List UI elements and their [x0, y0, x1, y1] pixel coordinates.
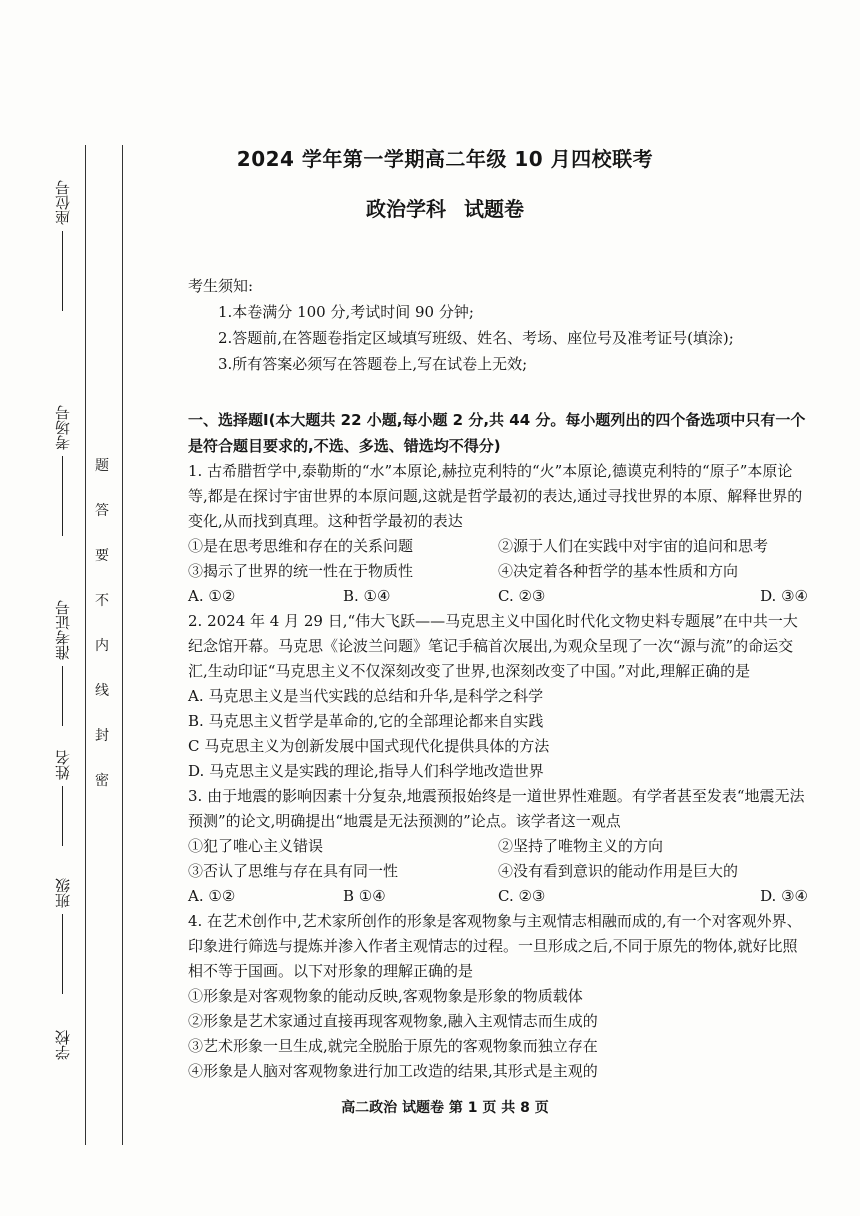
question-4 — [188, 909, 808, 1084]
choice-list — [188, 584, 808, 609]
notice-item: 3.所有答案必须写在答题卷上,写在试卷上无效; — [218, 355, 528, 373]
question-stem: 2. 2024 年 4 月 29 日,“伟大飞跃——马克思主义中国化时代化文物史料专题展”在中共一大纪念馆开幕。马克思《论波兰问题》笔记手稿首次展出,为观众呈现了一次“源与流”的命运交汇,生动印证“马克思主义不仅深刻改变了世界,也深刻改变了中国。”对此,理解正确的是 — [188, 612, 798, 680]
choice-d: D. 马克思主义是实践的理论,指导人们科学地改造世界 — [188, 762, 544, 780]
statement-item: ②坚持了唯物主义的方向 — [498, 837, 664, 855]
statement-item: ①形象是对客观物象的能动反映,客观物象是形象的物质载体 — [188, 987, 583, 1005]
page-footer: 高二政治 试题卷 第 1 页 共 8 页 — [341, 1100, 549, 1116]
choice-a: A. ①② — [188, 587, 236, 605]
choice-b: B ①④ — [343, 887, 386, 905]
choice-c: C. ②③ — [498, 887, 546, 905]
seal-char: 要 — [95, 548, 109, 564]
statement-list — [188, 834, 808, 884]
seat-number-label: 座位号 — [53, 180, 72, 225]
exam-room-label: 考场号 — [53, 405, 72, 450]
class-field — [42, 878, 82, 994]
statement-item: ②形象是艺术家通过直接再现客观物象,融入主观情志而生成的 — [188, 1012, 598, 1030]
choice-c: C. ②③ — [498, 587, 546, 605]
exam-content — [188, 274, 808, 1084]
choice-c: C 马克思主义为创新发展中国式现代化提供具体的方法 — [188, 737, 550, 755]
name-label: 姓名 — [53, 750, 72, 780]
section-heading: 一、选择题Ⅰ(本大题共 22 小题,每小题 2 分,共 44 分。每小题列出的四个备选项中只有一个是符合题目要求的,不选、多选、错选均不得分) — [188, 411, 806, 455]
choice-b: B. ①④ — [343, 587, 391, 605]
exam-room-field — [42, 405, 82, 536]
notice-heading: 考生须知: — [188, 277, 254, 295]
binding-line-inner — [122, 145, 123, 1145]
exam-subtitle — [0, 193, 860, 222]
question-2 — [188, 609, 808, 784]
question-1 — [188, 459, 808, 609]
class-label: 班级 — [53, 878, 72, 908]
binding-line-outer — [85, 145, 86, 1145]
name-field — [42, 750, 82, 846]
statement-item: ④没有看到意识的能动作用是巨大的 — [498, 862, 739, 880]
choice-list — [188, 884, 808, 909]
statement-list — [188, 534, 808, 584]
choice-b: B. 马克思主义哲学是革命的,它的全部理论都来自实践 — [188, 712, 544, 730]
school-field — [42, 1030, 82, 1060]
statement-item: ④形象是人脑对客观物象进行加工改造的结果,其形式是主观的 — [188, 1062, 598, 1080]
admission-number-field — [42, 600, 82, 726]
statement-item: ③艺术形象一旦生成,就完全脱胎于原先的客观物象而独立存在 — [188, 1037, 598, 1055]
statement-item: ③否认了思维与存在具有同一性 — [188, 862, 399, 880]
statement-item: ①犯了唯心主义错误 — [188, 837, 324, 855]
question-stem: 1. 古希腊哲学中,泰勒斯的“水”本原论,赫拉克利特的“火”本原论,德谟克利特的“原子”本原论等,都是在探讨宇宙世界的本原问题,这就是哲学最初的表达,通过寻找世界的本原、解释世界的变化,从而找到真理。这种哲学最初的表达 — [188, 462, 803, 530]
school-label: 学校 — [53, 1030, 72, 1060]
choice-a: A. 马克思主义是当代实践的总结和升华,是科学之科学 — [188, 687, 544, 705]
doc-type: 试题卷 — [464, 197, 524, 221]
statement-item: ②源于人们在实践中对宇宙的追问和思考 — [498, 537, 769, 555]
seal-char: 密 — [95, 773, 109, 789]
statement-item: ④决定着各种哲学的基本性质和方向 — [498, 562, 739, 580]
question-3 — [188, 784, 808, 909]
choice-a: A. ①② — [188, 887, 236, 905]
seal-char: 题 — [95, 458, 109, 474]
statement-item: ①是在思考思维和存在的关系问题 — [188, 537, 414, 555]
subject-name: 政治学科 — [366, 197, 446, 221]
question-stem: 4. 在艺术创作中,艺术家所创作的形象是客观物象与主观情志相融而成的,有一个对客观外界、印象进行筛选与提炼并渗入作者主观情志的过程。一旦形成之后,不同于原先的物体,就好比照相不等于国画。以下对形象的理解正确的是 — [188, 912, 802, 980]
seal-char: 不 — [95, 593, 109, 609]
statement-item: ③揭示了世界的统一性在于物质性 — [188, 562, 414, 580]
seal-char: 封 — [95, 728, 109, 744]
notice-item: 2.答题前,在答题卷指定区域填写班级、姓名、考场、座位号及准考证号(填涂); — [218, 329, 734, 347]
seal-char: 答 — [95, 503, 109, 519]
notice-item: 1.本卷满分 100 分,考试时间 90 分钟; — [218, 303, 474, 321]
choice-d: D. ③④ — [760, 887, 808, 905]
admission-number-label: 准考证号 — [53, 600, 72, 660]
seal-char: 内 — [95, 638, 109, 654]
question-stem: 3. 由于地震的影响因素十分复杂,地震预报始终是一道世界性难题。有学者甚至发表“地震无法预测”的论文,明确提出“地震是无法预测的”论点。该学者这一观点 — [188, 787, 805, 830]
seal-char: 线 — [95, 683, 109, 699]
exam-title: 2024 学年第一学期高二年级 10 月四校联考 — [236, 147, 654, 171]
choice-d: D. ③④ — [760, 587, 808, 605]
